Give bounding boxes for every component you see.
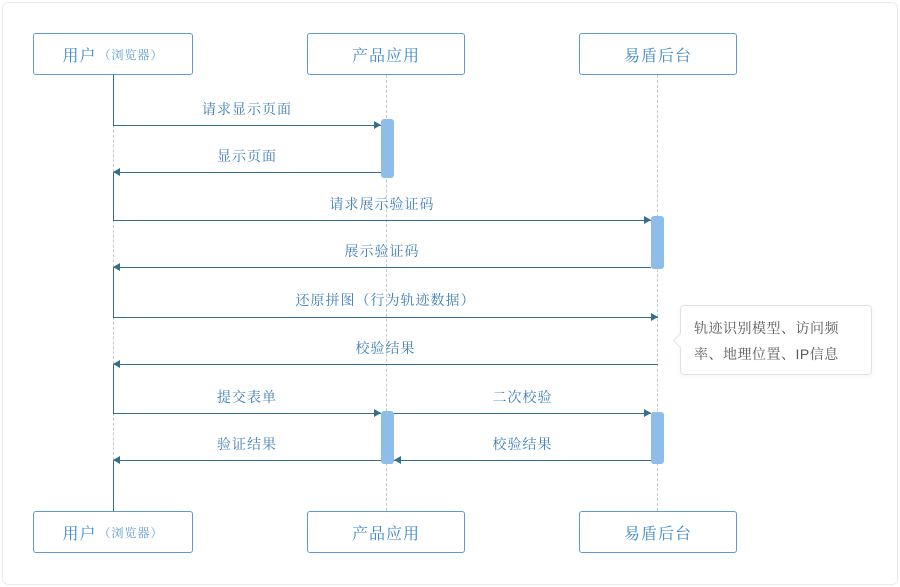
arrowhead-icon [113,168,120,176]
actor-label: 产品应用 [351,47,420,65]
arrowhead-icon [113,263,120,271]
message-arrow [394,460,651,461]
message-arrow [113,364,658,365]
message-label: 二次校验 [492,389,553,405]
arrowhead-icon [113,360,120,368]
actor-label: 用户 [62,47,97,65]
message-arrow [113,125,381,126]
message-label: 显示页面 [217,148,277,164]
message-arrow [113,220,651,221]
arrowhead-icon [113,456,120,464]
message-arrow [113,172,381,173]
actor-box-backend-top [579,33,737,75]
message-label: 校验结果 [355,340,416,356]
arrowhead-icon [651,313,658,321]
arrowhead-icon [644,216,651,224]
message-label: 请求显示页面 [202,101,292,117]
message-arrow [113,267,651,268]
message-arrow [394,413,651,414]
note-text: 轨迹识别模型、访问频率、地理位置、IP信息 [694,320,839,362]
message-arrow [113,413,381,414]
lifeline-user-segment [113,460,114,511]
message-arrow [113,317,658,318]
actor-label: 产品应用 [351,525,420,543]
actor-label: 易盾后台 [623,47,692,65]
actor-sublabel: （浏览器） [98,525,164,540]
actor-label: 用户 [62,525,97,543]
message-label: 请求展示验证码 [329,196,435,212]
actor-box-backend-bottom [579,511,737,553]
activation-bar-backend [651,216,664,269]
note-box [680,305,872,375]
actor-box-app-top [307,33,465,75]
actor-box-app-bottom [307,511,465,553]
activation-bar-app [381,119,394,178]
activation-bar-app [381,411,394,464]
actor-box-user-bottom [33,511,193,553]
message-label: 还原拼图（行为轨迹数据） [295,292,476,308]
actor-box-user-top [33,33,193,75]
message-label: 校验结果 [492,436,553,452]
actor-label: 易盾后台 [623,525,692,543]
message-arrow [113,460,381,461]
actor-sublabel: （浏览器） [98,47,164,62]
message-label: 提交表单 [217,389,277,405]
arrowhead-icon [394,456,401,464]
message-label: 展示验证码 [344,243,420,259]
arrowhead-icon [374,121,381,129]
message-label: 验证结果 [217,436,277,452]
activation-bar-backend [651,412,664,464]
arrowhead-icon [644,409,651,417]
arrowhead-icon [374,409,381,417]
